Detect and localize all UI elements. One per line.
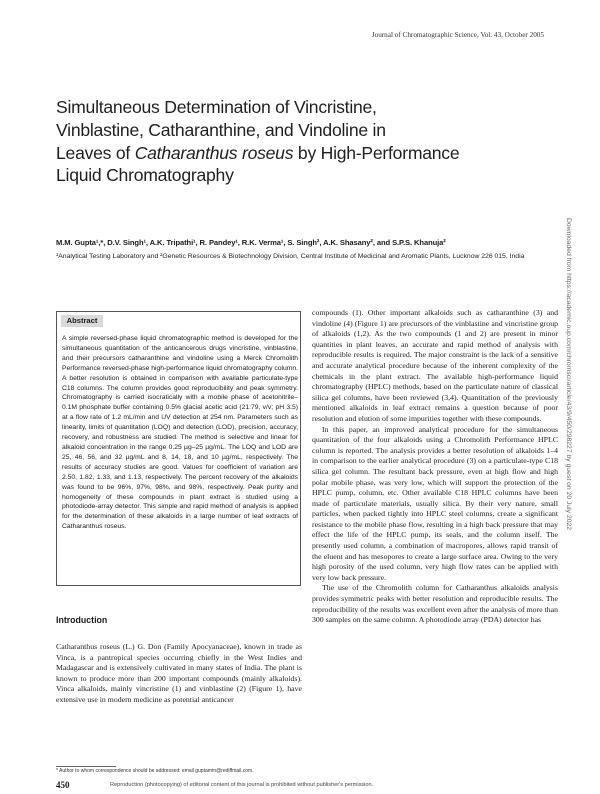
journal-header: Journal of Chromatographic Science, Vol. 43, October 2005: [371, 31, 544, 39]
footer-notice: Reproduction (photocopying) of editorial content of this journal is prohibited without publisher's permission.: [110, 782, 374, 788]
footnote-divider: [56, 766, 116, 767]
affiliation: ¹Analytical Testing Laboratory and ²Genetic Resources & Biotechnology Division, Central Institute of Medicinal and Aromatic Plants, Lucknow 226 015, India: [56, 253, 525, 260]
abstract-box: [56, 311, 301, 586]
author-list: M.M. Gupta¹,*, D.V. Singh¹, A.K. Tripathi¹, R. Pandey¹, R.K. Verma¹, S. Singh², A.K. Shasany², and S.P.S. Khanuja²: [56, 238, 446, 247]
footnote: * Author to whom correspondence should be addressed: email guptamm@rediffmail.com.: [56, 768, 254, 774]
introduction-heading: Introduction: [56, 615, 108, 625]
right-paragraph-3: The use of the Chromolith column for Catharanthus alkaloids analysis provides symmetric peaks with better resolution and reproducible results. The reproducibility of the results was excellent even after the analysis of more than 300 samples on the same column. A photodiode array (PDA) detector has: [312, 583, 558, 625]
introduction-text: Catharanthus roseus (L.) G. Don (Family Apocyanaceae), known in trade as Vinca, is a pantropical species occurring chiefly in the West Indies and Madagascar and is extensively cultivated in many states of India. The plant is known to produce more than 200 important compounds (mainly alkaloids). Vinca alkaloids, mainly vincristine (1) and vinblastine (2) (Figure 1), have extensive use in modern medicine as potential anticancer: [56, 642, 302, 704]
right-paragraph-1: compounds (1). Other important alkaloids such as catharanthine (3) and vindoline (4) (Figure 1) are precursors of the vinblastine and vincristine group of alkaloids (1,2). As the two compounds (1 and 2) are present in minor quantities in plant leaves, an accurate and rapid method of analysis with reproducible results is required. The major constraint is the lack of a sensitive and accurate analytical procedure because of the inherent complexity of the chemicals in the plant extract. The available high-performance liquid chromatography (HPLC) methods, based on the particulate nature of classical silica gel columns, have been reviewed (3,4). Quantitation of the previously mentioned alkaloids in leaf extract remains a question because of poor resolution and elution of some impurities together with these compounds.: [312, 308, 558, 423]
page-number: 450: [56, 780, 70, 790]
title-line-1: Simultaneous Determination of Vincristine,: [56, 97, 377, 117]
right-paragraph-2: In this paper, an improved analytical procedure for the simultaneous quantitation of the four alkaloids using a Chromolith Performance HPLC column is reported. The analysis provides a better resolution of alkaloids 1–4 in comparison to the earlier analytical procedure (3) on a particulate-type C18 silica gel column. The resultant back pressure, even at high flow and high polar mobile phase, was very low, which will support the protection of the HPLC pump, column, etc. Other available C18 HPLC columns have been made of particulate materials, usually silica. By their very nature, small particles, when packed tightly into HPLC steel columns, create a significant resistance to the mobile phase flow, resulting in a high back pressure that may effect the life of the HPLC pump, its seals, and the column itself. The presently used column, a combination of macropores, allows rapid transit of the eluent and has mesopores to create a large surface area. Owing to the very high porosity of the used column, very high flow rates can be applied with very low back pressure.: [312, 424, 558, 582]
title-line-3-start: Leaves of: [56, 142, 135, 163]
title-line-3: [56, 142, 526, 165]
title-line-2: Vinblastine, Catharanthine, and Vindoline in: [56, 119, 386, 140]
article-title: [56, 96, 526, 187]
title-species-name: Catharanthus roseus: [134, 142, 294, 163]
title-line-4: Liquid Chromatography: [56, 165, 234, 186]
abstract-label: Abstract: [61, 315, 103, 327]
title-line-3-end: by High-Performance: [293, 142, 460, 163]
download-watermark: Downloaded from https://academic.oup.com/chromsci/article/43/9/450/298227 by guest on 20 July 2022: [565, 218, 572, 531]
abstract-text: A simple reversed-phase liquid chromatographic method is developed for the simultaneous quantitation of the anticancerous drugs vincristine, vinblastine, and their precursors catharanthine and vindoline using a Merck Chromolith Performance reversed-phase high-performance liquid chromatography column. A better resolution is obtained in comparison with available particulate-type C18 columns. The column provides good reproducibility and peak symmetry. Chromatography is carried isocratically with a mobile phase of acetonitrile–0.1M phosphate buffer containing 0.5% glacial acetic acid (21:79, v/v; pH 3.5) at a flow rate of 1.2 mL/min and UV detection at 254 nm. Parameters such as linearity, limits of quantitation (LOQ) and detection (LOD), precision, accuracy, recovery, and robustness are studied. The method is selective and linear for alkaloid concentration in the range 0.25 µg–25 µg/mL. The LOQ and LOD are 25, 46, 56, and 32 µg/mL and 8, 14, 18, and 10 µg/mL, respectively. The results of accuracy studies are good. Values for coefficient of variation are 2.50, 1.82, 1.33, and 1.13, respectively. The percent recovery of the alkaloids was found to be 96%, 97%, 98%, and 98%, respectively. Peak purity and homogeneity of these compounds in plant extract is studied using a photodiode-array detector. This simple and rapid method of analysis is applied for the determination of these alkaloids in a large number of leaf extracts of Catharanthus roseus.: [62, 335, 298, 531]
right-column: [312, 308, 558, 626]
